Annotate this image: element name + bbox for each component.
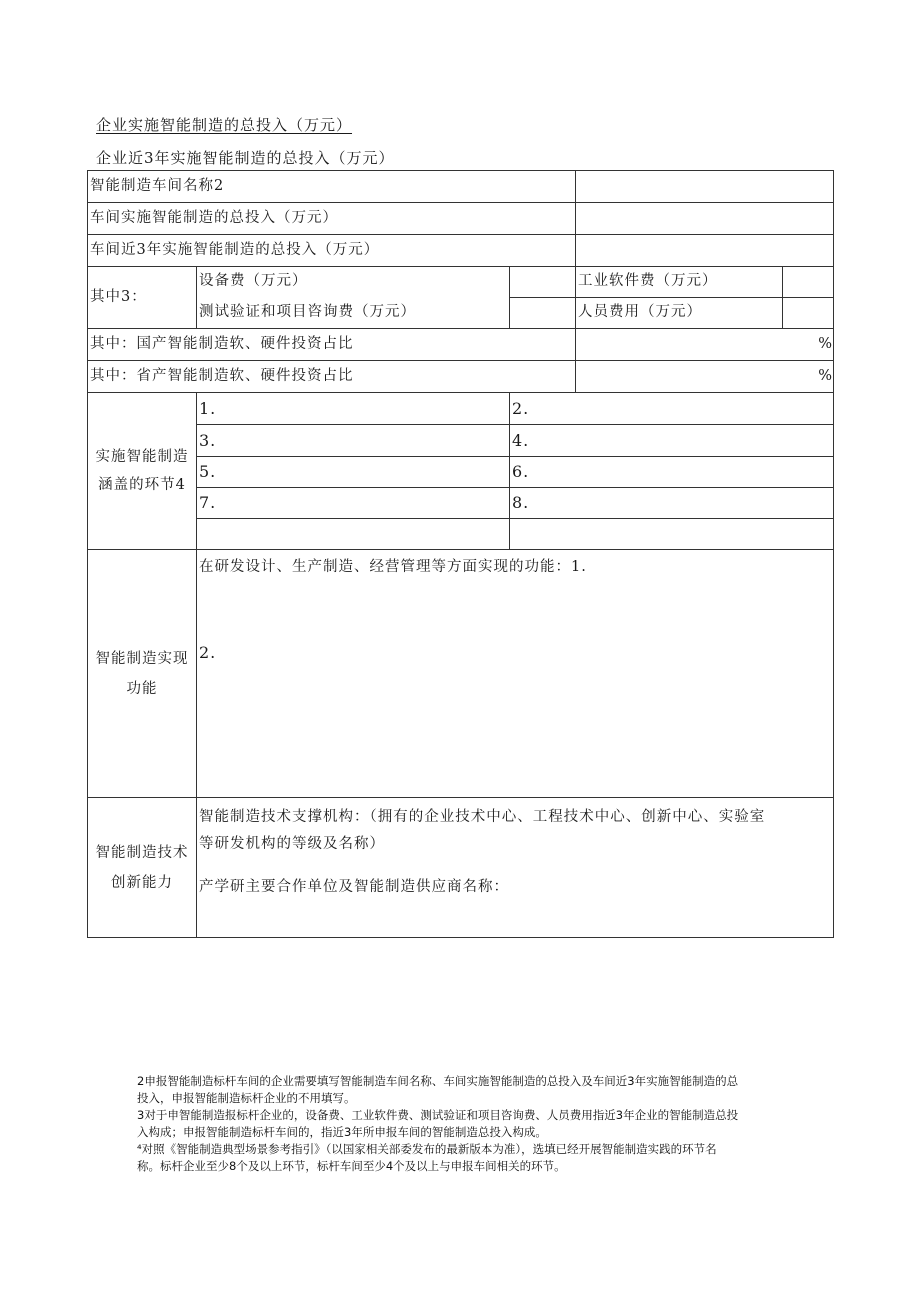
footnote-4-line1: ⁴对照《智能制造典型场景参考指引》（以国家相关部委发布的最新版本为准），选填已经开展智能制造实践的环节名 [137, 1142, 717, 1156]
innovation-text-2: 等研发机构的等级及名称） [199, 836, 385, 852]
workshop-3yr-investment-label: 车间近3年实施智能制造的总投入（万元） [88, 235, 576, 267]
link-item-2[interactable]: 2. [510, 393, 834, 425]
province-ratio-value[interactable]: % [576, 361, 834, 393]
workshop-3yr-investment-value[interactable] [576, 235, 834, 267]
equipment-fee-value[interactable] [510, 267, 576, 298]
links-label-line1: 实施智能制造 [95, 449, 189, 465]
innovation-text-3: 产学研主要合作单位及智能制造供应商名称： [199, 879, 509, 895]
personnel-fee-label: 人员费用（万元） [576, 298, 783, 329]
innovation-label-line1: 智能制造技术 [95, 844, 189, 861]
innovation-label [88, 798, 197, 938]
workshop-name-label: 智能制造车间名称2 [88, 171, 576, 203]
domestic-ratio-value[interactable]: % [576, 329, 834, 361]
breakdown-label: 其中3： [88, 267, 197, 329]
workshop-total-investment-label: 车间实施智能制造的总投入（万元） [88, 203, 576, 235]
innovation-label-line2: 创新能力 [111, 874, 173, 891]
testing-fee-value[interactable] [510, 298, 576, 329]
application-form-table [87, 170, 834, 938]
function-label-line2: 功能 [126, 680, 158, 697]
footnote-3-line2: 入构成；申报智能制造标杆车间的，指近3年所申报车间的智能制造总投入构成。 [137, 1125, 547, 1139]
enterprise-total-investment-label: 企业实施智能制造的总投入（万元） [96, 116, 353, 134]
link-item-blank-left[interactable] [197, 519, 510, 550]
link-item-blank-right[interactable] [510, 519, 834, 550]
footnote-2-line2: 投入，申报智能制造标杆企业的不用填写。 [137, 1091, 356, 1105]
link-item-6[interactable]: 6. [510, 457, 834, 488]
links-label [88, 393, 197, 550]
function-content[interactable] [197, 550, 834, 798]
innovation-content[interactable] [197, 798, 834, 938]
innovation-text-1: 智能制造技术支撑机构：（拥有的企业技术中心、工程技术中心、创新中心、实验室 [199, 809, 766, 825]
domestic-ratio-label: 其中：国产智能制造软、硬件投资占比 [88, 329, 576, 361]
workshop-name-value[interactable] [576, 171, 834, 203]
links-label-line2: 涵盖的环节4 [98, 477, 186, 493]
link-item-7[interactable]: 7. [197, 488, 510, 519]
link-item-4[interactable]: 4. [510, 425, 834, 457]
equipment-fee-label: 设备费（万元） [197, 267, 510, 298]
function-label [88, 550, 197, 798]
footnote-2-line1: 2申报智能制造标杆车间的企业需要填写智能制造车间名称、车间实施智能制造的总投入及车间近3年实施智能制造的总 [137, 1074, 739, 1088]
footnotes [137, 1073, 837, 1175]
province-ratio-label: 其中：省产智能制造软、硬件投资占比 [88, 361, 576, 393]
software-fee-value[interactable] [783, 267, 834, 298]
software-fee-label: 工业软件费（万元） [576, 267, 783, 298]
function-label-line1: 智能制造实现 [95, 650, 189, 667]
workshop-total-investment-value[interactable] [576, 203, 834, 235]
function-text-1: 在研发设计、生产制造、经营管理等方面实现的功能：1. [199, 559, 587, 575]
testing-fee-label: 测试验证和项目咨询费（万元） [197, 298, 510, 329]
link-item-1[interactable]: 1. [197, 393, 510, 425]
personnel-fee-value[interactable] [783, 298, 834, 329]
link-item-8[interactable]: 8. [510, 488, 834, 519]
footnote-4-line2: 称。标杆企业至少8个及以上环节，标杆车间至少4个及以上与申报车间相关的环节。 [137, 1159, 566, 1173]
function-text-2: 2. [199, 642, 217, 662]
link-item-5[interactable]: 5. [197, 457, 510, 488]
link-item-3[interactable]: 3. [197, 425, 510, 457]
enterprise-3yr-investment-label: 企业近3年实施智能制造的总投入（万元） [96, 149, 395, 167]
footnote-3-line1: 3对于申智能制造报标杆企业的，设备费、工业软件费、测试验证和项目咨询费、人员费用指近3年企业的智能制造总投 [137, 1108, 739, 1122]
